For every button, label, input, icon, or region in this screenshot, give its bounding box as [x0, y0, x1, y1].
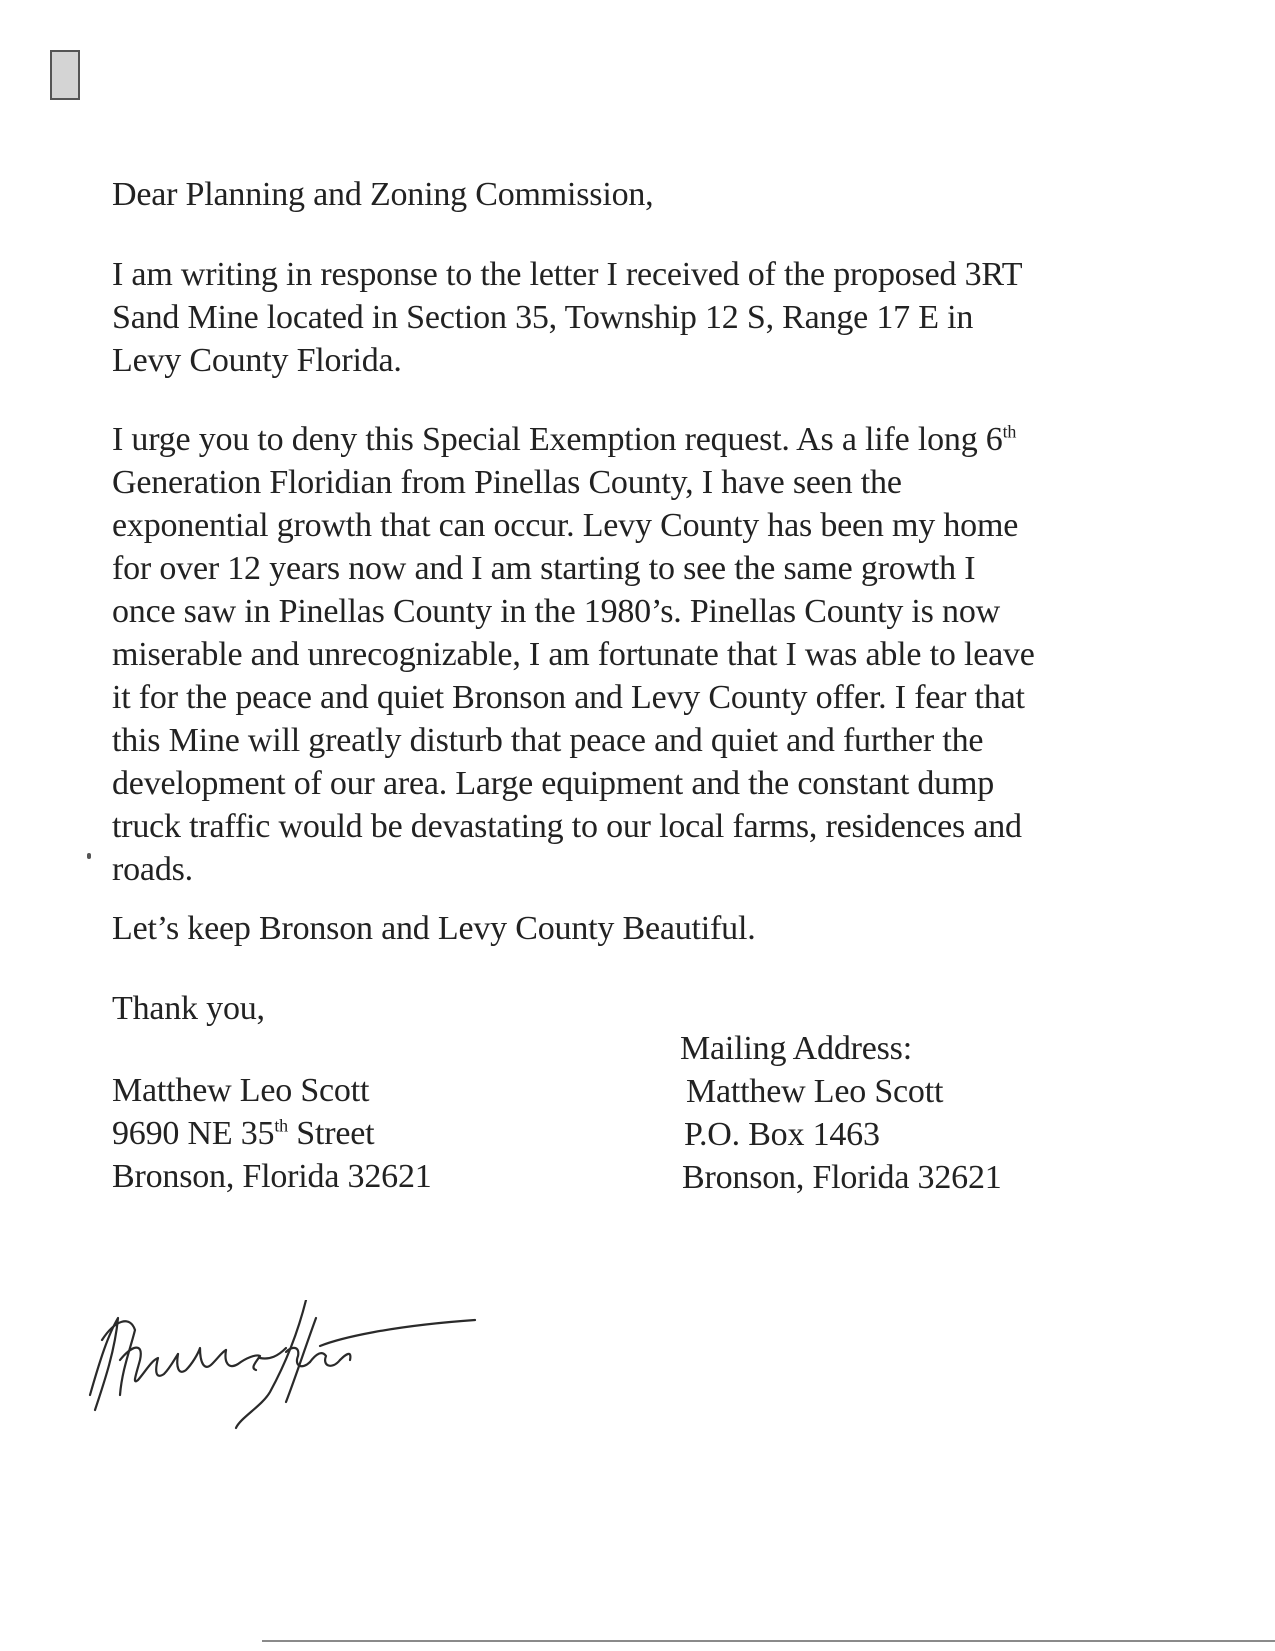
paragraph2-line4: for over 12 years now and I am starting to see the same growth I: [112, 550, 976, 587]
closing-line: Let’s keep Bronson and Levy County Beautiful.: [112, 910, 756, 947]
paragraph1-line2: Sand Mine located in Section 35, Township 12 S, Range 17 E in: [112, 299, 974, 336]
salutation-block: [112, 173, 1132, 216]
sender-address-block: [112, 1069, 632, 1198]
mailing-heading: Mailing Address:: [680, 1030, 912, 1067]
signoff-block: [112, 987, 1132, 1030]
mailing-address-block: [680, 1027, 1160, 1199]
sender-street: [112, 1112, 632, 1155]
sender-street-number: 9690 NE 35: [112, 1115, 275, 1152]
footer-rule: [262, 1640, 1275, 1642]
mailing-name: Matthew Leo Scott: [686, 1073, 944, 1110]
paragraph-request: [112, 418, 1132, 891]
signoff: Thank you,: [112, 990, 265, 1027]
paragraph2-line8: this Mine will greatly disturb that peace and quiet and further the: [112, 722, 984, 759]
paragraph1-line3: Levy County Florida.: [112, 342, 402, 379]
paragraph2-line5: once saw in Pinellas County in the 1980’s. Pinellas County is now: [112, 593, 1000, 630]
sender-name: Matthew Leo Scott: [112, 1072, 370, 1109]
paragraph2-line3: exponential growth that can occur. Levy County has been my home: [112, 507, 1019, 544]
sender-street-sup: th: [274, 1115, 288, 1136]
paragraph-proposal: [112, 253, 1132, 382]
mailing-box: P.O. Box 1463: [684, 1116, 880, 1153]
paragraph2-line1: [112, 418, 1132, 461]
salutation: Dear Planning and Zoning Commission,: [112, 176, 654, 213]
mailing-city: Bronson, Florida 32621: [682, 1159, 1002, 1196]
sender-street-suffix: Street: [287, 1115, 375, 1152]
paragraph2-ordinal-sup: th: [1002, 421, 1017, 442]
paragraph1-line1: I am writing in response to the letter I received of the proposed 3RT: [112, 256, 1023, 293]
paragraph2-line1-text: I urge you to deny this Special Exemption request. As a life long 6: [112, 421, 1003, 458]
paragraph2-line11: roads.: [112, 851, 193, 888]
handwritten-signature: [60, 1300, 490, 1440]
page-corner-box: [50, 50, 80, 100]
paragraph2-line6: miserable and unrecognizable, I am fortunate that I was able to leave: [112, 636, 1035, 673]
paragraph2-line10: truck traffic would be devastating to our local farms, residences and: [112, 808, 1022, 845]
closing-line-block: [112, 907, 1132, 950]
stray-mark: [87, 853, 91, 859]
paragraph2-line7: it for the peace and quiet Bronson and Levy County offer. I fear that: [112, 679, 1025, 716]
paragraph2-line9: development of our area. Large equipment and the constant dump: [112, 765, 995, 802]
sender-city: Bronson, Florida 32621: [112, 1158, 432, 1195]
paragraph2-line2: Generation Floridian from Pinellas County, I have seen the: [112, 464, 902, 501]
